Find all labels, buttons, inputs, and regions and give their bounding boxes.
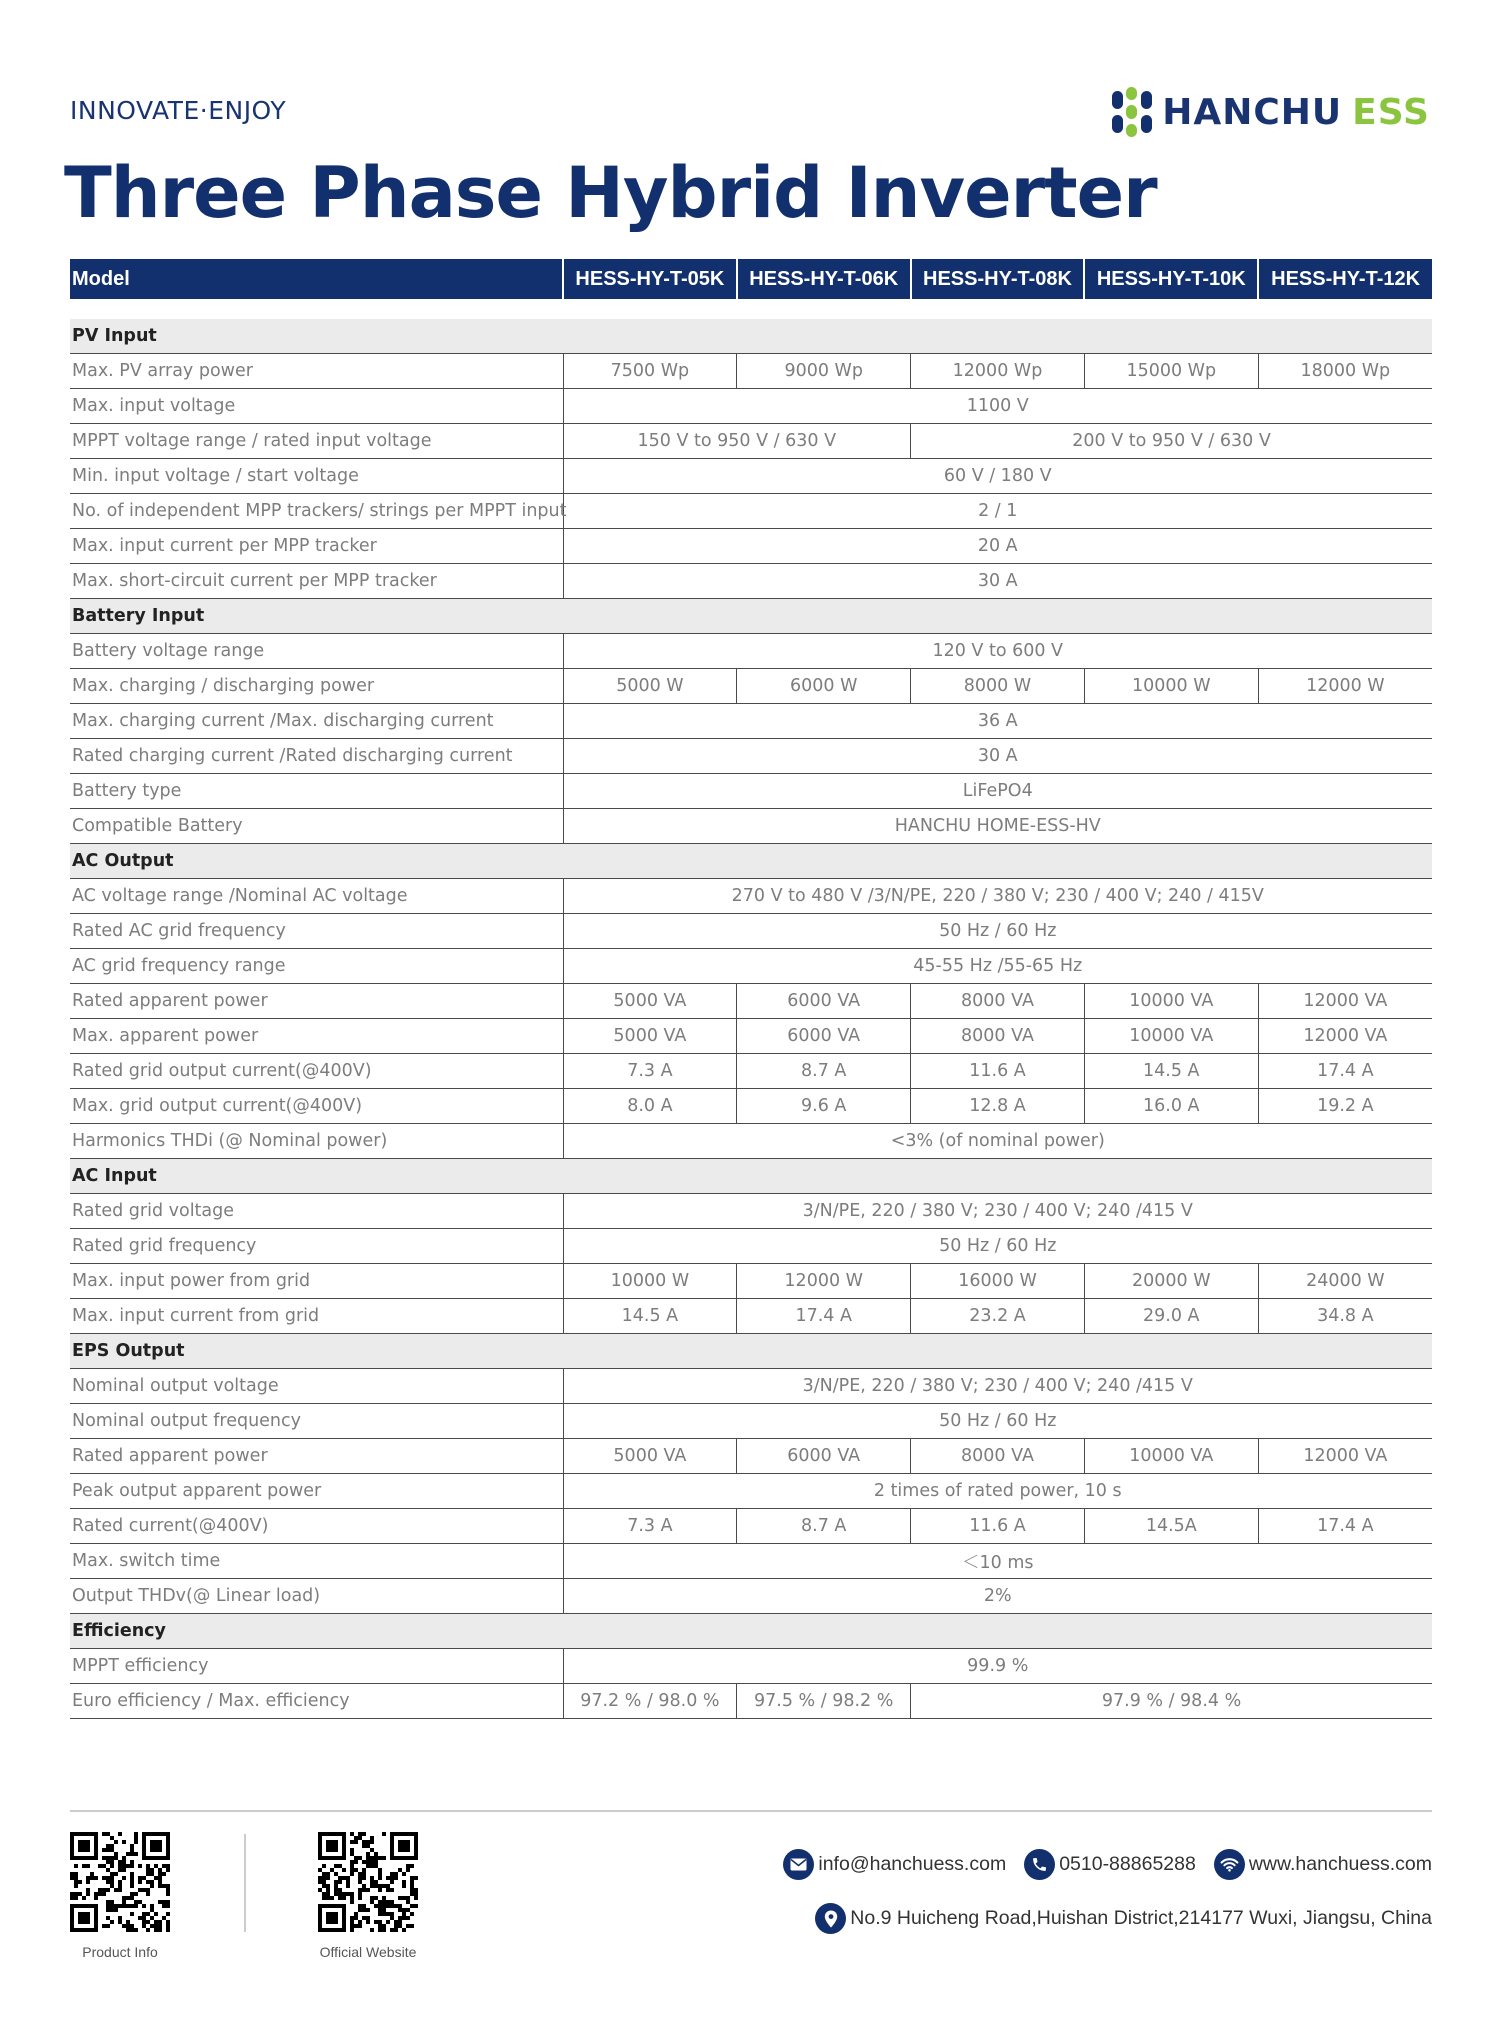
- spec-value: 8000 W: [911, 669, 1085, 704]
- logo-hanchu-text: HANCHU: [1162, 91, 1343, 133]
- spec-value: 200 V to 950 V / 630 V: [911, 424, 1432, 459]
- spec-label: Rated grid frequency: [70, 1229, 563, 1264]
- spec-value: 11.6 A: [911, 1054, 1085, 1089]
- model-header: Model: [70, 259, 563, 299]
- mail-icon: [783, 1849, 814, 1880]
- spec-value: 24000 W: [1258, 1264, 1432, 1299]
- address-contact: [815, 1903, 1432, 1934]
- spec-value: 3/N/PE, 220 / 380 V; 230 / 400 V; 240 /415 V: [563, 1369, 1432, 1404]
- spec-label: Battery voltage range: [70, 634, 563, 669]
- table-row: [70, 634, 1432, 669]
- section-title: EPS Output: [70, 1334, 1432, 1369]
- spec-value: 9000 Wp: [737, 354, 911, 389]
- spec-value: 15000 Wp: [1084, 354, 1258, 389]
- spec-label: Rated AC grid frequency: [70, 914, 563, 949]
- phone-icon: [1024, 1849, 1055, 1880]
- section-title: AC Input: [70, 1159, 1432, 1194]
- spec-label: Max. input current from grid: [70, 1299, 563, 1334]
- spec-value: 20 A: [563, 529, 1432, 564]
- spec-label: No. of independent MPP trackers/ strings per MPPT input: [70, 494, 563, 529]
- spec-value: 2 / 1: [563, 494, 1432, 529]
- spec-label: Max. PV array power: [70, 354, 563, 389]
- spec-value: 10000 W: [563, 1264, 737, 1299]
- spec-label: Peak output apparent power: [70, 1474, 563, 1509]
- official-website-qr-code[interactable]: [318, 1832, 418, 1932]
- spec-label: Max. input current per MPP tracker: [70, 529, 563, 564]
- table-row: [70, 879, 1432, 914]
- spec-value: 12000 W: [1258, 669, 1432, 704]
- spec-value: 14.5 A: [1084, 1054, 1258, 1089]
- brand-logo: [1110, 82, 1430, 142]
- spec-label: Rated charging current /Rated discharging current: [70, 739, 563, 774]
- model-header-08k: HESS-HY-T-08K: [911, 259, 1085, 299]
- spec-label: Max. input power from grid: [70, 1264, 563, 1299]
- spec-label: Rated current(@400V): [70, 1509, 563, 1544]
- spec-label: Max. input voltage: [70, 389, 563, 424]
- spec-label: Nominal output voltage: [70, 1369, 563, 1404]
- spec-label: Rated grid output current(@400V): [70, 1054, 563, 1089]
- email-text[interactable]: info@hanchuess.com: [818, 1853, 1007, 1875]
- spec-label: Euro efficiency / Max. efficiency: [70, 1684, 563, 1719]
- hanchu-logo-icon: [1110, 85, 1154, 139]
- page-title: Three Phase Hybrid Inverter: [64, 152, 1157, 234]
- spec-value: 97.9 % / 98.4 %: [911, 1684, 1432, 1719]
- spec-label: Max. short-circuit current per MPP tracker: [70, 564, 563, 599]
- spec-label: Max. switch time: [70, 1544, 563, 1579]
- section-header-row: [70, 599, 1432, 634]
- table-row: [70, 1299, 1432, 1334]
- spec-value: 18000 Wp: [1258, 354, 1432, 389]
- spec-label: MPPT efficiency: [70, 1649, 563, 1684]
- website-contact[interactable]: [1214, 1849, 1432, 1880]
- table-row: [70, 354, 1432, 389]
- spec-label: Battery type: [70, 774, 563, 809]
- spec-value: 10000 VA: [1084, 1019, 1258, 1054]
- spec-value: 60 V / 180 V: [563, 459, 1432, 494]
- product-info-qr-code[interactable]: [70, 1832, 170, 1932]
- header-spacer: [70, 299, 1432, 319]
- spec-label: Output THDv(@ Linear load): [70, 1579, 563, 1614]
- model-header-06k: HESS-HY-T-06K: [737, 259, 911, 299]
- spec-value: 14.5A: [1084, 1509, 1258, 1544]
- spec-label: AC voltage range /Nominal AC voltage: [70, 879, 563, 914]
- spec-value: 23.2 A: [911, 1299, 1085, 1334]
- table-row: [70, 1439, 1432, 1474]
- spec-value: 16000 W: [911, 1264, 1085, 1299]
- spec-value: 99.9 %: [563, 1649, 1432, 1684]
- table-row: [70, 774, 1432, 809]
- spec-value: HANCHU HOME-ESS-HV: [563, 809, 1432, 844]
- table-row: [70, 1089, 1432, 1124]
- spec-value: 6000 VA: [737, 1439, 911, 1474]
- spec-label: AC grid frequency range: [70, 949, 563, 984]
- spec-label: Max. charging current /Max. discharging current: [70, 704, 563, 739]
- table-row: [70, 1474, 1432, 1509]
- spec-value: 30 A: [563, 564, 1432, 599]
- table-row: [70, 1649, 1432, 1684]
- spec-value: 8000 VA: [911, 1019, 1085, 1054]
- spec-value: 2%: [563, 1579, 1432, 1614]
- table-row: [70, 914, 1432, 949]
- wifi-icon: [1214, 1849, 1245, 1880]
- spec-label: Compatible Battery: [70, 809, 563, 844]
- spec-label: Max. grid output current(@400V): [70, 1089, 563, 1124]
- spec-value: 5000 VA: [563, 984, 737, 1019]
- table-row: [70, 459, 1432, 494]
- spec-value: 17.4 A: [1258, 1054, 1432, 1089]
- footer-divider: [70, 1810, 1432, 1812]
- spec-value: ＜10 ms: [563, 1544, 1432, 1579]
- spec-value: 1100 V: [563, 389, 1432, 424]
- spec-value: 7.3 A: [563, 1054, 737, 1089]
- logo-ess-text: ESS: [1352, 91, 1430, 133]
- spec-label: Min. input voltage / start voltage: [70, 459, 563, 494]
- section-title: AC Output: [70, 844, 1432, 879]
- spec-label: Nominal output frequency: [70, 1404, 563, 1439]
- spec-label: Rated apparent power: [70, 984, 563, 1019]
- spec-value: 7.3 A: [563, 1509, 737, 1544]
- spec-label: Max. apparent power: [70, 1019, 563, 1054]
- section-title: Efficiency: [70, 1614, 1432, 1649]
- spec-value: 6000 VA: [737, 984, 911, 1019]
- table-row: [70, 704, 1432, 739]
- spec-label: Max. charging / discharging power: [70, 669, 563, 704]
- spec-value: 50 Hz / 60 Hz: [563, 1404, 1432, 1439]
- table-row: [70, 1404, 1432, 1439]
- spec-value: 6000 W: [737, 669, 911, 704]
- table-row: [70, 564, 1432, 599]
- spec-value: 97.2 % / 98.0 %: [563, 1684, 737, 1719]
- spec-value: 14.5 A: [563, 1299, 737, 1334]
- contact-row: [765, 1849, 1432, 1880]
- spec-value: 29.0 A: [1084, 1299, 1258, 1334]
- phone-contact[interactable]: [1024, 1849, 1196, 1880]
- table-row: [70, 669, 1432, 704]
- spec-value: 8000 VA: [911, 984, 1085, 1019]
- footer-vertical-divider: [244, 1834, 246, 1932]
- table-row: [70, 1369, 1432, 1404]
- spec-label: Rated apparent power: [70, 1439, 563, 1474]
- table-row: [70, 529, 1432, 564]
- spec-value: 8000 VA: [911, 1439, 1085, 1474]
- spec-value: 5000 W: [563, 669, 737, 704]
- spec-value: 150 V to 950 V / 630 V: [563, 424, 911, 459]
- section-header-row: [70, 1614, 1432, 1649]
- spec-value: 8.7 A: [737, 1054, 911, 1089]
- table-row: [70, 424, 1432, 459]
- model-header-10k: HESS-HY-T-10K: [1084, 259, 1258, 299]
- spec-value: 2 times of rated power, 10 s: [563, 1474, 1432, 1509]
- spec-value: 10000 W: [1084, 669, 1258, 704]
- table-row: [70, 809, 1432, 844]
- spec-value: 19.2 A: [1258, 1089, 1432, 1124]
- spec-value: 12000 VA: [1258, 1019, 1432, 1054]
- spec-value: 8.0 A: [563, 1089, 737, 1124]
- spec-value: 270 V to 480 V /3/N/PE, 220 / 380 V; 230 / 400 V; 240 / 415V: [563, 879, 1432, 914]
- spec-value: 10000 VA: [1084, 984, 1258, 1019]
- spec-value: 50 Hz / 60 Hz: [563, 914, 1432, 949]
- section-header-row: [70, 1159, 1432, 1194]
- spec-table: [70, 259, 1432, 1719]
- spec-value: 5000 VA: [563, 1019, 737, 1054]
- spec-value: 12000 VA: [1258, 984, 1432, 1019]
- spec-value: 50 Hz / 60 Hz: [563, 1229, 1432, 1264]
- spec-value: 12000 Wp: [911, 354, 1085, 389]
- spec-value: 7500 Wp: [563, 354, 737, 389]
- table-row: [70, 1019, 1432, 1054]
- spec-value: 10000 VA: [1084, 1439, 1258, 1474]
- tagline: INNOVATE·ENJOY: [70, 96, 287, 125]
- spec-value: 3/N/PE, 220 / 380 V; 230 / 400 V; 240 /415 V: [563, 1194, 1432, 1229]
- model-header-12k: HESS-HY-T-12K: [1258, 259, 1432, 299]
- spec-value: 120 V to 600 V: [563, 634, 1432, 669]
- section-title: PV Input: [70, 319, 1432, 354]
- spec-value: 16.0 A: [1084, 1089, 1258, 1124]
- official-website-qr-label: Official Website: [319, 1944, 417, 1960]
- table-row: [70, 494, 1432, 529]
- table-row: [70, 1544, 1432, 1579]
- spec-value: 17.4 A: [1258, 1509, 1432, 1544]
- spec-value: 6000 VA: [737, 1019, 911, 1054]
- table-row: [70, 1264, 1432, 1299]
- spec-value: 12.8 A: [911, 1089, 1085, 1124]
- spacer-cell: [70, 299, 1432, 319]
- spec-value: LiFePO4: [563, 774, 1432, 809]
- spec-value: 36 A: [563, 704, 1432, 739]
- phone-text[interactable]: 0510-88865288: [1059, 1853, 1196, 1875]
- table-row: [70, 1509, 1432, 1544]
- table-row: [70, 1054, 1432, 1089]
- product-info-qr-label: Product Info: [82, 1944, 158, 1960]
- table-row: [70, 949, 1432, 984]
- spec-value: 30 A: [563, 739, 1432, 774]
- spec-value: 34.8 A: [1258, 1299, 1432, 1334]
- table-row: [70, 389, 1432, 424]
- spec-label: MPPT voltage range / rated input voltage: [70, 424, 563, 459]
- spec-value: 17.4 A: [737, 1299, 911, 1334]
- section-header-row: [70, 844, 1432, 879]
- email-contact[interactable]: [783, 1849, 1006, 1880]
- model-header-05k: HESS-HY-T-05K: [563, 259, 737, 299]
- spec-value: 11.6 A: [911, 1509, 1085, 1544]
- section-title: Battery Input: [70, 599, 1432, 634]
- spec-value: 45-55 Hz /55-65 Hz: [563, 949, 1432, 984]
- spec-value: 5000 VA: [563, 1439, 737, 1474]
- spec-value: 12000 VA: [1258, 1439, 1432, 1474]
- table-row: [70, 1194, 1432, 1229]
- table-row: [70, 739, 1432, 774]
- spec-value: 8.7 A: [737, 1509, 911, 1544]
- section-header-row: [70, 1334, 1432, 1369]
- spec-label: Rated grid voltage: [70, 1194, 563, 1229]
- table-row: [70, 1124, 1432, 1159]
- website-text[interactable]: www.hanchuess.com: [1248, 1853, 1432, 1875]
- spec-value: 9.6 A: [737, 1089, 911, 1124]
- table-row: [70, 1229, 1432, 1264]
- table-row: [70, 984, 1432, 1019]
- address-row: [797, 1903, 1432, 1934]
- spec-label: Harmonics THDi (@ Nominal power): [70, 1124, 563, 1159]
- spec-value: <3% (of nominal power): [563, 1124, 1432, 1159]
- table-row: [70, 1579, 1432, 1614]
- spec-value: 97.5 % / 98.2 %: [737, 1684, 911, 1719]
- section-header-row: [70, 319, 1432, 354]
- table-row: [70, 1684, 1432, 1719]
- spec-value: 20000 W: [1084, 1264, 1258, 1299]
- location-icon: [815, 1903, 846, 1934]
- address-text: No.9 Huicheng Road,Huishan District,214177 Wuxi, Jiangsu, China: [850, 1907, 1432, 1929]
- table-header-row: [70, 259, 1432, 299]
- spec-value: 12000 W: [737, 1264, 911, 1299]
